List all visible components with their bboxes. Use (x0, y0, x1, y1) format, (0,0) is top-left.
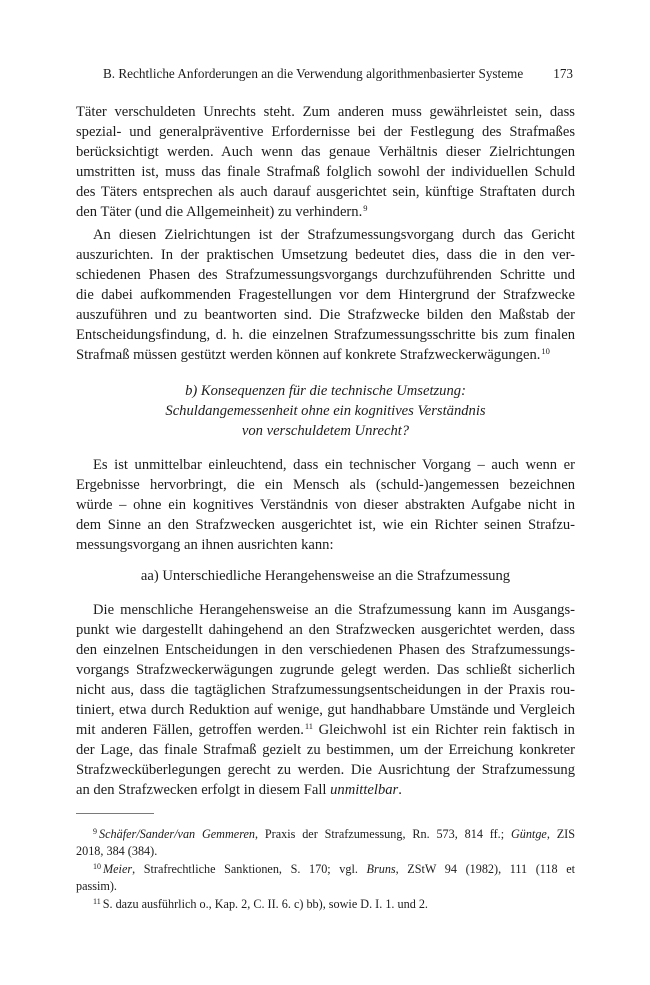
heading-line: von verschuldetem Unrecht? (241, 423, 410, 439)
text-line (76, 345, 575, 365)
text-line-content: Gleichwohl ist ein Richter rein faktisch in (318, 722, 575, 738)
running-header (103, 64, 573, 84)
text-line: vorgangs Strafzweckerwägungen zugrunde gelegt werden. Das schließt sicherlich (76, 662, 575, 678)
text-line (76, 720, 575, 740)
footnote-line (76, 861, 575, 878)
page-number: 173 (553, 66, 573, 81)
text-line: Entscheidungsfindung, d. h. die einzelnen Strafzumessungsschritte bis zum finalen (76, 327, 575, 343)
text-line: Es ist unmittelbar einleuchtend, dass ein technischer Vorgang – auch wenn er (93, 457, 575, 473)
footnote-number: 11 (93, 897, 101, 906)
footnote-author: Meier (103, 862, 133, 876)
text-line: spezial- und generalpräventive Erfordernisse bei der Festlegung des Strafmaßes (76, 124, 575, 140)
footnote-ref-11: 11 (304, 721, 314, 731)
footnote-author: Bruns (366, 862, 396, 876)
text-line: umstritten ist, muss das finale Strafmaß folglich sowohl der individuellen Schuld (76, 164, 575, 180)
footnote-number: 10 (93, 862, 101, 871)
footnote-text: , Strafrechtliche Sanktionen, S. 170; vgl. (132, 862, 358, 876)
text-line: des Täters entsprechen als auch darauf ausgerichtet sein, künftige Straftaten durch (76, 184, 575, 200)
text-line: Die menschliche Herangehensweise an die Strafzumessung kann im Ausgangs- (93, 602, 575, 618)
footnote-author: Schäfer/Sander/van Gemmeren (99, 827, 255, 841)
footnote-line: 2018, 384 (384). (76, 844, 158, 858)
footnote-number: 9 (93, 827, 97, 836)
text-line: die dabei aufkommenden Fragestellungen vor dem Hintergrund der Strafzwecke (76, 287, 575, 303)
text-line: auszurichten. In der praktischen Umsetzung bedeutet dies, dass die in den ver- (76, 247, 575, 263)
footnote-text: , ZStW 94 (1982), 111 (118 et (395, 862, 576, 876)
text-line: punkt wie dargestellt dahingehend an den Strafzwecken ausgerichtet werden, dass (76, 622, 575, 638)
end-punctuation: . (398, 782, 402, 798)
footnote-line (76, 896, 575, 913)
text-line: Ergebnisse hervorbringt, die ein Mensch als (schuld-)angemessen bezeichnen (76, 477, 575, 493)
text-line: berücksichtigt werden. Auch wenn das genaue Verhältnis dieser Zielrichtungen (76, 144, 575, 160)
text-line: würde – ohne ein kognitives Verständnis von dieser abstrakten Aufgabe nicht in (76, 497, 575, 513)
text-line: Strafzwecküberlegungen gerecht zu werden. Die Ausrichtung der Strafzumessung (76, 762, 575, 778)
footnote-line: passim). (76, 879, 117, 893)
text-line: schiedenen Phasen des Strafzumessungsvorgangs durchzuführenden Schritte und (76, 267, 575, 283)
text-line (76, 202, 575, 222)
footnote-text: , ZIS (546, 827, 575, 841)
text-line: der Lage, das finale Strafmaß gezielt zu bestimmen, um der Erreichung konkreter (76, 742, 575, 758)
footnote-separator (76, 813, 154, 814)
emphasis: unmittelbar (330, 782, 399, 798)
text-line: Täter verschuldeten Unrechts steht. Zum anderen muss gewährleistet sein, dass (76, 104, 575, 120)
footnote-text: , Praxis der Strafzumessung, Rn. 573, 814 ff.; (255, 827, 505, 841)
text-line: nicht aus, dass die tagtäglichen Strafzumessungsentscheidungen in der Praxis rou- (76, 682, 575, 698)
footnote-ref-9: 9 (363, 203, 368, 213)
section-heading-aa: aa) Unterschiedliche Herangehensweise an die Strafzumessung (140, 568, 511, 584)
text-line-content: mit anderen Fällen, getroffen werden. (76, 722, 304, 738)
text-line: auszuführen und zu beantworten sind. Die Strafzwecke bilden den Maßstab der (76, 307, 575, 323)
footnote-line (76, 826, 575, 843)
text-line: dem Sinne an den Strafzwecken ausgerichtet ist, wie ein Richter seinen Strafzu- (76, 517, 575, 533)
text-line: messungsvorgang an ihnen ausrichten kann: (76, 537, 334, 553)
text-line-content: an den Strafzwecken erfolgt in diesem Fall (76, 782, 327, 798)
footnote-author: Güntge (510, 827, 547, 841)
text-line-content: den Täter (und die Allgemeinheit) zu verhindern. (76, 204, 363, 220)
text-line: tiniert, etwa durch Reduktion auf wenige, gut handhabbare Umstände und Vergleich (76, 702, 575, 718)
footnote-ref-10: 10 (541, 346, 550, 356)
text-line (76, 780, 575, 800)
text-line-content: Strafmaß müssen gestützt werden können auf konkrete Strafzweckerwägungen. (76, 347, 541, 363)
text-line: An diesen Zielrichtungen ist der Strafzumessungsvorgang durch das Gericht (93, 227, 575, 243)
running-title: B. Rechtliche Anforderungen an die Verwendung algorithmenbasierter Systeme (103, 66, 524, 81)
text-line: den einzelnen Entscheidungen in den verschiedenen Phasen des Strafzumessungs- (76, 642, 575, 658)
footnote-text: S. dazu ausführlich o., Kap. 2, C. II. 6. c) bb), sowie D. I. 1. und 2. (102, 897, 428, 911)
heading-line: Schuldangemessenheit ohne ein kognitives Verständnis (165, 403, 486, 419)
heading-line: b) Konsequenzen für die technische Umsetzung: (185, 383, 466, 399)
